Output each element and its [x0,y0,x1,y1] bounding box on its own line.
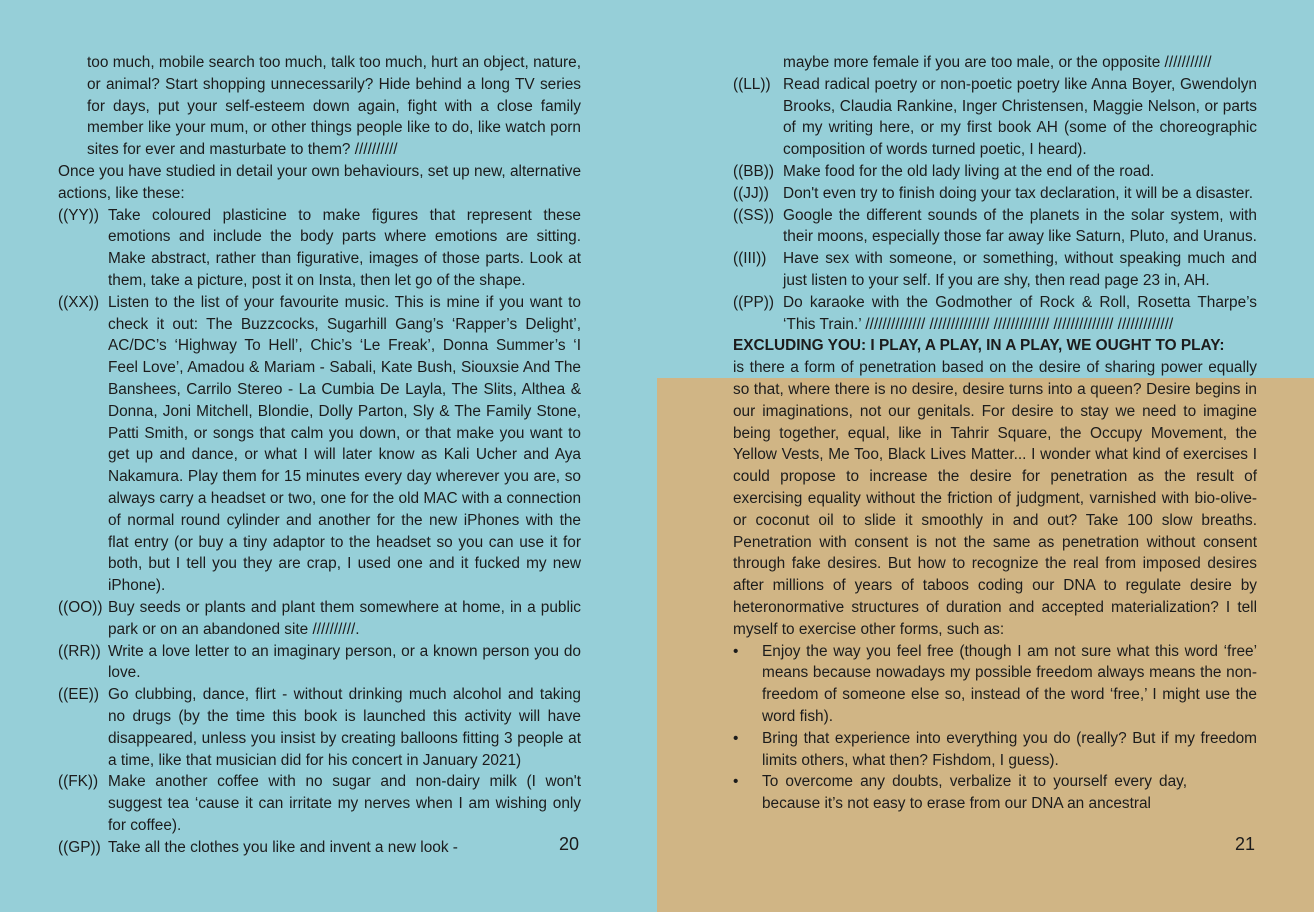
list-item-label: ((RR)) [58,642,101,660]
list-item-text: Write a love letter to an imaginary person, or a known person you do love. [108,642,581,682]
list-item-label: ((BB)) [733,162,775,180]
list-item-text: Read radical poetry or non-poetic poetry like Anna Boyer, Gwendolyn Brooks, Claudia Rankine, Inger Christensen, Maggie Nelson, or parts of my writing here, or my first book AH (some of the choreographic composition of words turned poetic, I heard). [783,75,1257,159]
list-item [58,641,581,685]
list-item [58,205,581,292]
bullet-icon: • [733,773,739,791]
list-item [733,248,1257,292]
bullet-text: To overcome any doubts, verbalize it to yourself every day, because it’s not easy to erase from our DNA an ancestral [762,773,1187,813]
list-item-text: Listen to the list of your favourite music. This is mine if you want to check it out: The Buzzcocks, Sugarhill Gang’s ‘Rapper’s Delight’, AC/DC’s ‘Highway To Hell’, Chic’s ‘Le Freak’, Donna Summer’s ‘I Feel Love’, Amadou & Mariam - Sabali, Kate Bush, Siouxsie And The Banshees, Carrilo Stereo - La Cumbia De Layla, The Slits, Althea & Donna, Joni Mitchell, Blondie, Dolly Parton, Sly & The Family Stone, Patti Smith, or songs that calm you down, or that make you want to get up and dance, or what I will later know as Kali Ucher and Aya Nakamura. Play them for 15 minutes every day wherever you are, so always carry a headset or two, one for the old MAC with a connection of normal round cylinder and another for the new iPhones with the flat entry (or buy a tiny adaptor to the headset so you can use it for both, but I tell you they are crap, I used one and it fucked my new iPhone). [108,293,581,595]
left-body-paragraph: Once you have studied in detail your own behaviours, set up new, alternative actions, like these: [58,162,581,202]
section-heading: EXCLUDING YOU: I PLAY, A PLAY, IN A PLAY, WE OUGHT TO PLAY: [733,337,1225,355]
list-item [58,837,581,859]
list-item [733,161,1257,183]
bullet-item [733,771,1257,815]
list-item-label: ((OO)) [58,598,103,616]
list-item [58,597,581,641]
list-item-text: Don't even try to finish doing your tax declaration, it will be a disaster. [783,184,1254,202]
list-item-label: ((LL)) [733,75,771,93]
list-item [58,771,581,836]
bullet-text: Enjoy the way you feel free (though I am not sure what this word ‘free’ means because nowadays my possible freedom always means the non-freedom of someone else so, instead of the word ‘free,’ I might use the word fish). [762,642,1257,725]
list-item-label: ((SS)) [733,206,775,224]
list-item [733,205,1257,249]
list-item [58,292,581,597]
list-item [733,74,1257,161]
list-item-text: Make another coffee with no sugar and non-dairy milk (I won't suggest tea ‘cause it can irritate my nerves when I am wishing only for coffee). [108,773,581,834]
list-item-text: Have sex with someone, or something, without speaking much and just listen to your self. If you are shy, then read page 23 in, AH. [783,250,1257,289]
page-number-left: 20 [559,834,580,854]
bullet-icon: • [733,729,739,747]
list-item-text: Take all the clothes you like and invent a new look - [108,838,458,856]
right-page [657,0,1314,912]
list-item-text: Go clubbing, dance, flirt - without drinking much alcohol and taking no drugs (by the time this book is launched this activity will have disappeared, unless you insist by creating balloons fitting 3 people at a time, like that musician did for his concert in January 2021) [108,686,581,769]
list-item-text: Take coloured plasticine to make figures that represent these emotions and include the body parts where emotions are sitting. Make abstract, rather than figurative, images of those parts. Look at them, take a picture, post it on Insta, then let go of the shape. [108,206,581,289]
list-item-text: Do karaoke with the Godmother of Rock & Roll, Rosetta Tharpe’s ‘This Train.’ ////////////// ////////////// ///////////// ////////////// ///////////// [783,293,1257,333]
list-item-text: Buy seeds or plants and plant them somewhere at home, in a public park or on an abandoned site //////////. [108,598,581,638]
list-item-label: ((GP)) [58,838,101,856]
list-item-label: ((III)) [733,250,767,268]
list-item-text: Make food for the old lady living at the end of the road. [783,162,1155,180]
left-page-text [58,52,581,858]
right-page-text [733,52,1257,815]
bullet-item [733,641,1257,728]
list-item-label: ((PP)) [733,293,775,311]
page-number-right: 21 [1235,834,1256,854]
list-item-label: ((FK)) [58,773,99,791]
right-intro-line: maybe more female if you are too male, or the opposite /////////// [783,54,1212,71]
list-item-label: ((EE)) [58,686,100,704]
list-item-label: ((XX)) [58,293,100,311]
bullet-item [733,728,1257,772]
list-item-label: ((YY)) [58,206,100,224]
list-item-label: ((JJ)) [733,184,769,202]
bullet-text: Bring that experience into everything you do (really? But if my freedom limits others, what then? Fishdom, I guess). [762,729,1257,769]
left-intro-paragraph: too much, mobile search too much, talk too much, hurt an object, nature, or animal? Start shopping unnecessarily? Hide behind a long TV series for days, put your self-esteem down again, fight with a close family member like your mum, or other things people like to do, like watch porn sites for ever and masturbate to them? ////////// [87,54,581,159]
list-item [733,292,1257,336]
list-item [733,183,1257,205]
bullet-icon: • [733,642,739,660]
list-item-text: Google the different sounds of the planets in the solar system, with their moons, especially those far away like Saturn, Pluto, and Uranus. [783,206,1257,246]
right-body-paragraph: is there a form of penetration based on the desire of sharing power equally so that, where there is no desire, desire turns into a queen? Desire begins in our imaginations, not our genitals. For desire to stay we need to imagine being together, equal, like in Tahrir Square, the Occupy Movement, the Yellow Vests, Me Too, Black Lives Matter... I wonder what kind of exercises I could propose to increase the desire for penetration as the result of exercising equality without the friction of judgment, varnished with bio-olive- or coconut oil to slide it smoothly in and out? Take 100 slow breaths. Penetration with consent is not the same as penetration without consent through fake desires. But how to recognize the real from imposed desires after millions of years of taboos coding our DNA to regulate desire by heteronormative structures of duration and accepted materialization? I tell myself to exercise other forms, such as: [733,359,1257,638]
list-item [58,684,581,771]
